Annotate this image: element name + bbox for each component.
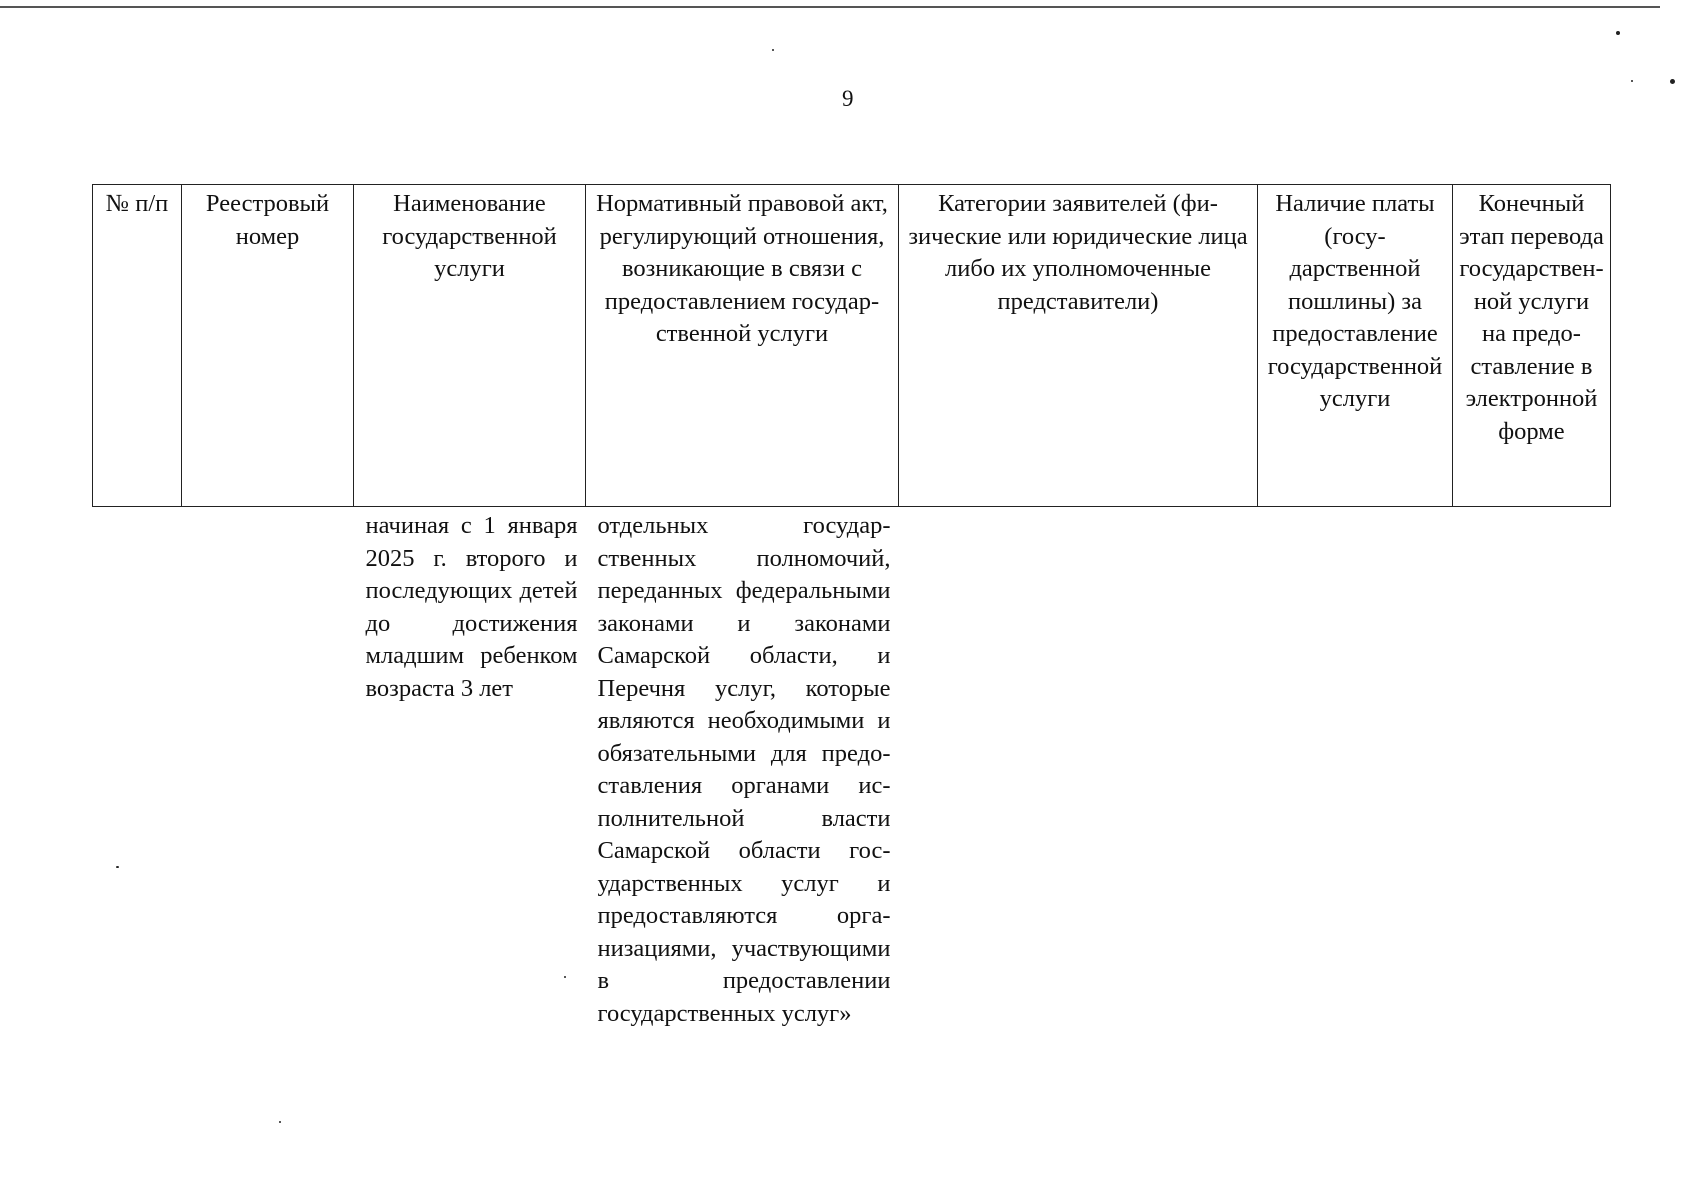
cell-fee [1258,507,1453,1031]
header-applicant-categories: Категории заявителей (физические или юридические лица либо их уполномоченные представители) [899,185,1258,507]
table-row [93,507,1611,1031]
scan-speck [1616,31,1620,35]
cell-service-name: начиная с 1 января 2025 г. второго и последующих детей до достижения младшим ребенком возраста 3 лет [365,512,578,702]
scan-speck [1631,80,1633,82]
page-number: 9 [842,86,854,111]
cell-applicant-categories [899,507,1258,1031]
header-fee: Наличие платы (государственной пошлины) за предоставление государственной услуги [1258,185,1453,507]
header-service-name: Наименование государственной услуги [354,185,586,507]
cell-legal-act: отдельных государственных полномочий, переданных федеральными законами и законами Самарской области, и Перечня услуг, которые являются необходимыми и обязательными для предоставления органами исполнительной власти Самарской области государственных услуг и предоставляются организациями, участвующими в предоставлении государственных услуг» [597,512,891,1027]
header-number: № п/п [93,185,182,507]
header-legal-act: Нормативный правовой акт, регулирующий отношения, возникающие в связи с предоставлением государственной услуги [586,185,899,507]
scan-speck [1670,79,1675,84]
header-registry-number: Реестровый номер [182,185,354,507]
scan-speck [772,49,774,51]
table-header-row [93,185,1611,507]
services-registry-table [92,184,1611,1030]
cell-number [93,507,182,1031]
scan-top-rule [0,6,1660,8]
header-electronic-stage: Конечный этап перевода государственной услуги на предоставление в электронной форме [1453,185,1611,507]
cell-registry-number [182,507,354,1031]
scan-speck [279,1121,281,1123]
cell-electronic-stage [1453,507,1611,1031]
